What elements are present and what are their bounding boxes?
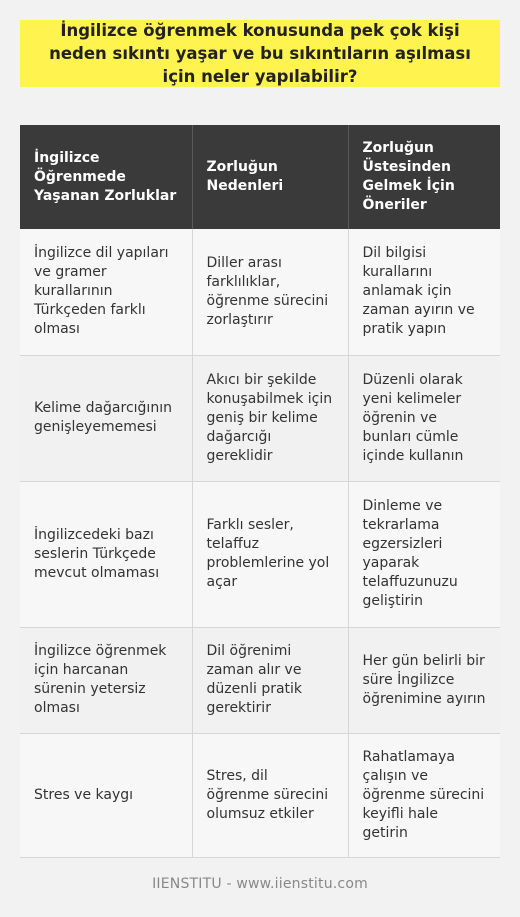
header-suggestions: Zorluğun Üstesinden Gelmek İçin Öneriler (348, 125, 500, 229)
footer-credit: IIENSTITU - www.iienstitu.com (152, 876, 368, 892)
cell-reason: Akıcı bir şekilde konuşabilmek için geniş bir kelime dağarcığı gereklidir (192, 355, 348, 481)
header-reasons: Zorluğun Nedenleri (192, 125, 348, 229)
cell-suggestion: Her gün belirli bir süre İngilizce öğrenimine ayırın (348, 627, 500, 733)
cell-reason: Stres, dil öğrenme sürecini olumsuz etkiler (192, 733, 348, 857)
cell-suggestion: Dinleme ve tekrarlama egzersizleri yaparak telaffuzunuzu geliştirin (348, 481, 500, 627)
table-row (20, 355, 500, 481)
table-row (20, 733, 500, 857)
header-challenges: İngilizce Öğrenmede Yaşanan Zorluklar (20, 125, 192, 229)
cell-reason: Dil öğrenimi zaman alır ve düzenli pratik gerektirir (192, 627, 348, 733)
table-row (20, 627, 500, 733)
cell-challenge: Kelime dağarcığının genişleyememesi (20, 355, 192, 481)
table-row (20, 229, 500, 355)
cell-challenge: İngilizce dil yapıları ve gramer kurallarının Türkçeden farklı olması (20, 229, 192, 355)
cell-reason: Diller arası farklılıklar, öğrenme sürecini zorlaştırır (192, 229, 348, 355)
cell-suggestion: Dil bilgisi kurallarını anlamak için zaman ayırın ve pratik yapın (348, 229, 500, 355)
cell-challenge: İngilizcedeki bazı seslerin Türkçede mevcut olmaması (20, 481, 192, 627)
cell-reason: Farklı sesler, telaffuz problemlerine yol açar (192, 481, 348, 627)
cell-suggestion: Düzenli olarak yeni kelimeler öğrenin ve bunları cümle içinde kullanın (348, 355, 500, 481)
cell-challenge: Stres ve kaygı (20, 733, 192, 857)
table-header-row (20, 125, 500, 229)
cell-challenge: İngilizce öğrenmek için harcanan sürenin yetersiz olması (20, 627, 192, 733)
page-title: İngilizce öğrenmek konusunda pek çok kişi neden sıkıntı yaşar ve bu sıkıntıların aşılması için neler yapılabilir? (49, 21, 471, 86)
table-row (20, 481, 500, 627)
cell-suggestion: Rahatlamaya çalışın ve öğrenme sürecini keyifli hale getirin (348, 733, 500, 857)
challenges-table (20, 125, 500, 858)
title-banner (20, 20, 500, 87)
